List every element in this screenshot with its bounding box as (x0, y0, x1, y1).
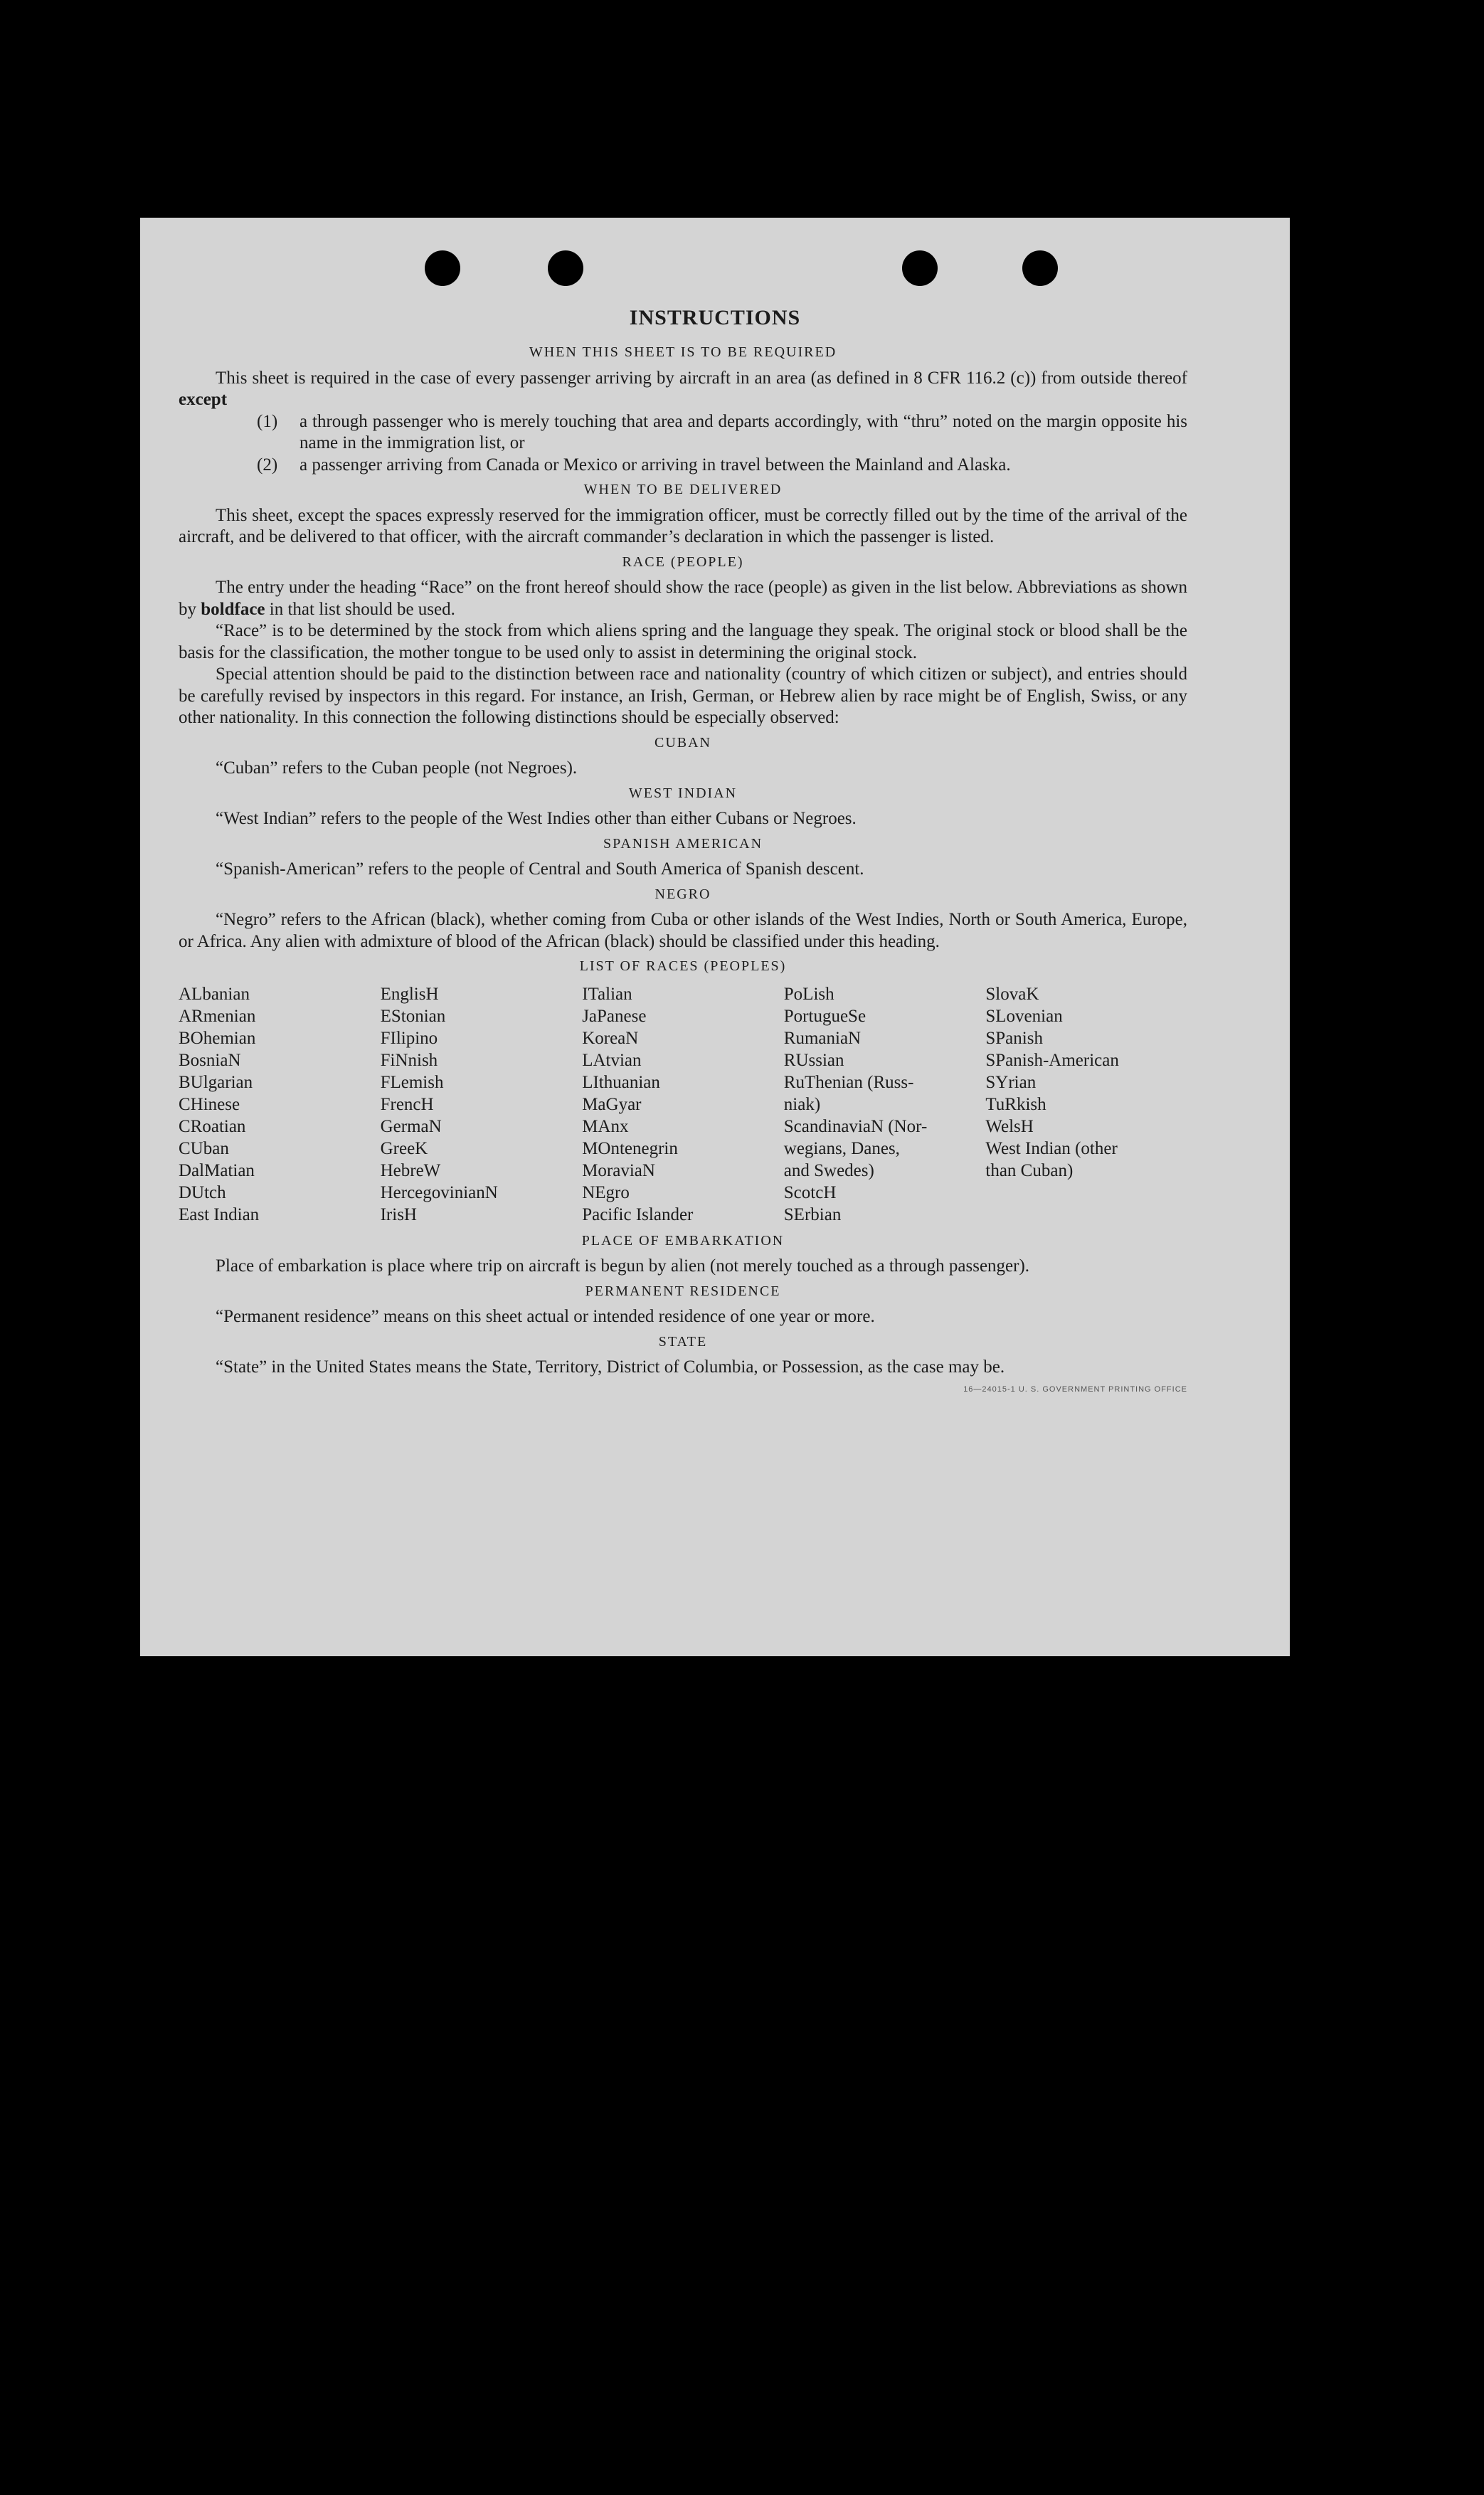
race-entry: MoraviaN (582, 1160, 655, 1180)
race-entry: MAnx (582, 1116, 629, 1136)
race-column (784, 983, 986, 1226)
section-heading: PERMANENT RESIDENCE (585, 1283, 781, 1299)
race-entry: SPanish-American (985, 1050, 1119, 1070)
race-entry: ALbanian (179, 984, 250, 1004)
punch-hole (548, 250, 583, 286)
race-entry: SPanish (985, 1028, 1043, 1048)
race-entry: IrisH (380, 1204, 417, 1224)
race-entry: CHinese (179, 1094, 240, 1114)
paragraph: “West Indian” refers to the people of the West Indies other than either Cubans or Negroes. (216, 809, 857, 828)
race-entry: SYrian (985, 1072, 1037, 1092)
race-entry: RumaniaN (783, 1028, 862, 1048)
paragraph: “Cuban” refers to the Cuban people (not Negroes). (216, 758, 578, 778)
race-entry: than Cuban) (985, 1160, 1074, 1180)
required-intro: This sheet is required in the case of every passenger arriving by aircraft in an area (as defined in 8 CFR 116.2 (c)) from outside thereof except (179, 368, 1187, 409)
paragraph: “State” in the United States means the State, Territory, District of Columbia, or Possession, as the case may be. (216, 1357, 1005, 1377)
section-heading: CUBAN (654, 734, 711, 751)
race-entry: WelsH (985, 1116, 1034, 1136)
race-entry: DUtch (179, 1182, 226, 1202)
race-entry: JaPanese (582, 1006, 647, 1026)
paragraph: “Permanent residence” means on this sheet actual or intended residence of one year or more. (216, 1307, 875, 1326)
section-heading: SPANISH AMERICAN (603, 835, 763, 852)
race-entry: GreeK (380, 1138, 428, 1158)
paragraph: Special attention should be paid to the distinction between race and nationality (country of which citizen or subject), and entries should be carefully revised by inspectors in this regard. For instance, an Irish, German, or Hebrew alien by race might be of English, Swiss, or any other nationality. In this connection the following distinctions should be especially observed: (179, 664, 1187, 727)
race-entry: BosniaN (179, 1050, 241, 1070)
section-heading: STATE (658, 1333, 708, 1350)
race-entry: FLemish (380, 1072, 444, 1092)
section-heading: WHEN THIS SHEET IS TO BE REQUIRED (529, 344, 837, 360)
race-entry: KoreaN (582, 1028, 639, 1048)
race-entry: MOntenegrin (582, 1138, 678, 1158)
race-entry: ARmenian (179, 1006, 256, 1026)
race-entry: HebreW (380, 1160, 441, 1180)
section-heading: WHEN TO BE DELIVERED (583, 482, 783, 497)
race-entry: SLovenian (985, 1006, 1063, 1026)
paragraph: “Spanish-American” refers to the people of Central and South America of Spanish descent. (216, 859, 864, 879)
race-entry: SlovaK (985, 984, 1039, 1004)
race-entry: CRoatian (179, 1116, 246, 1136)
race-column (179, 983, 381, 1226)
section-heading: NEGRO (654, 886, 711, 902)
race-entry: EnglisH (380, 984, 439, 1004)
race-entry: GermaN (380, 1116, 442, 1136)
punch-hole (902, 250, 938, 286)
race-entry: East Indian (179, 1204, 260, 1224)
race-entry: Pacific Islander (582, 1204, 694, 1224)
instruction-sheet (140, 218, 1290, 1656)
race-column (985, 983, 1187, 1226)
race-column (381, 983, 583, 1226)
race-entry: RUssian (783, 1050, 844, 1070)
race-entry: FIlipino (380, 1028, 438, 1048)
race-entry: MaGyar (582, 1094, 642, 1114)
paragraph: Place of embarkation is place where trip on aircraft is begun by alien (not merely touched as a through passenger). (216, 1256, 1030, 1276)
race-list (179, 983, 1187, 1226)
race-entry: DalMatian (179, 1160, 255, 1180)
race-entry: LIthuanian (582, 1072, 660, 1092)
race-entry: ITalian (582, 984, 632, 1004)
section-heading: RACE (PEOPLE) (622, 553, 744, 570)
race-entry: BUlgarian (179, 1072, 253, 1092)
footer (179, 1379, 1187, 1401)
race-entry: HercegovinianN (380, 1182, 498, 1202)
page-title: INSTRUCTIONS (629, 306, 801, 329)
race-entry: SErbian (783, 1204, 842, 1224)
race-entry: West Indian (other (985, 1138, 1118, 1158)
race-entry: and Swedes) (783, 1160, 874, 1180)
punch-hole (1022, 250, 1058, 286)
race-entry: ScotcH (783, 1182, 837, 1202)
paragraph: “Race” is to be determined by the stock from which aliens spring and the language they speak. The original stock or blood shall be the basis for the classification, the mother tongue to be used only to assist in determining the original stock. (179, 621, 1187, 662)
race-entry: wegians, Danes, (783, 1138, 900, 1158)
race-entry: EStonian (380, 1006, 446, 1026)
punch-hole (425, 250, 460, 286)
race-entry: BOhemian (179, 1028, 256, 1048)
paragraph: “Negro” refers to the African (black), whether coming from Cuba or other islands of the West Indies, North or South America, Europe, or Africa. Any alien with admixture of blood of the African (black) should be classified under this heading. (179, 910, 1187, 951)
race-entry: FiNnish (380, 1050, 438, 1070)
print-code: 16—24015-1 U. S. GOVERNMENT PRINTING OFFICE (963, 1384, 1187, 1394)
race-entry: niak) (783, 1094, 821, 1114)
section-heading: PLACE OF EMBARKATION (581, 1232, 785, 1249)
race-column (582, 983, 784, 1226)
section-heading: WEST INDIAN (628, 785, 738, 801)
race-entry: NEgro (582, 1182, 630, 1202)
race-entry: TuRkish (985, 1094, 1046, 1114)
list-item: (1) a through passenger who is merely touching that area and departs accordingly, with “thru” noted on the margin opposite his name in the immigration list, or (257, 411, 1187, 452)
instructions-body (179, 339, 1187, 1400)
race-entry: CUban (179, 1138, 229, 1158)
race-entry: RuThenian (Russ- (783, 1072, 914, 1092)
race-entry: PoLish (783, 984, 834, 1004)
paragraph: This sheet, except the spaces expressly reserved for the immigration officer, must be correctly filled out by the time of the arrival of the aircraft, and be delivered to that officer, with the aircraft commander’s declaration in which the passenger is listed. (179, 505, 1187, 546)
paragraph: The entry under the heading “Race” on the front hereof should show the race (people) as given in the list below. Abbreviations as shown by boldface in that list should be used. (179, 578, 1187, 619)
race-entry: LAtvian (582, 1050, 642, 1070)
race-entry: PortugueSe (783, 1006, 866, 1026)
race-entry: ScandinaviaN (Nor- (783, 1116, 928, 1136)
section-heading: LIST OF RACES (PEOPLES) (579, 958, 787, 974)
race-entry: FrencH (380, 1094, 434, 1114)
list-item: (2) a passenger arriving from Canada or Mexico or arriving in travel between the Mainland and Alaska. (257, 455, 1011, 475)
